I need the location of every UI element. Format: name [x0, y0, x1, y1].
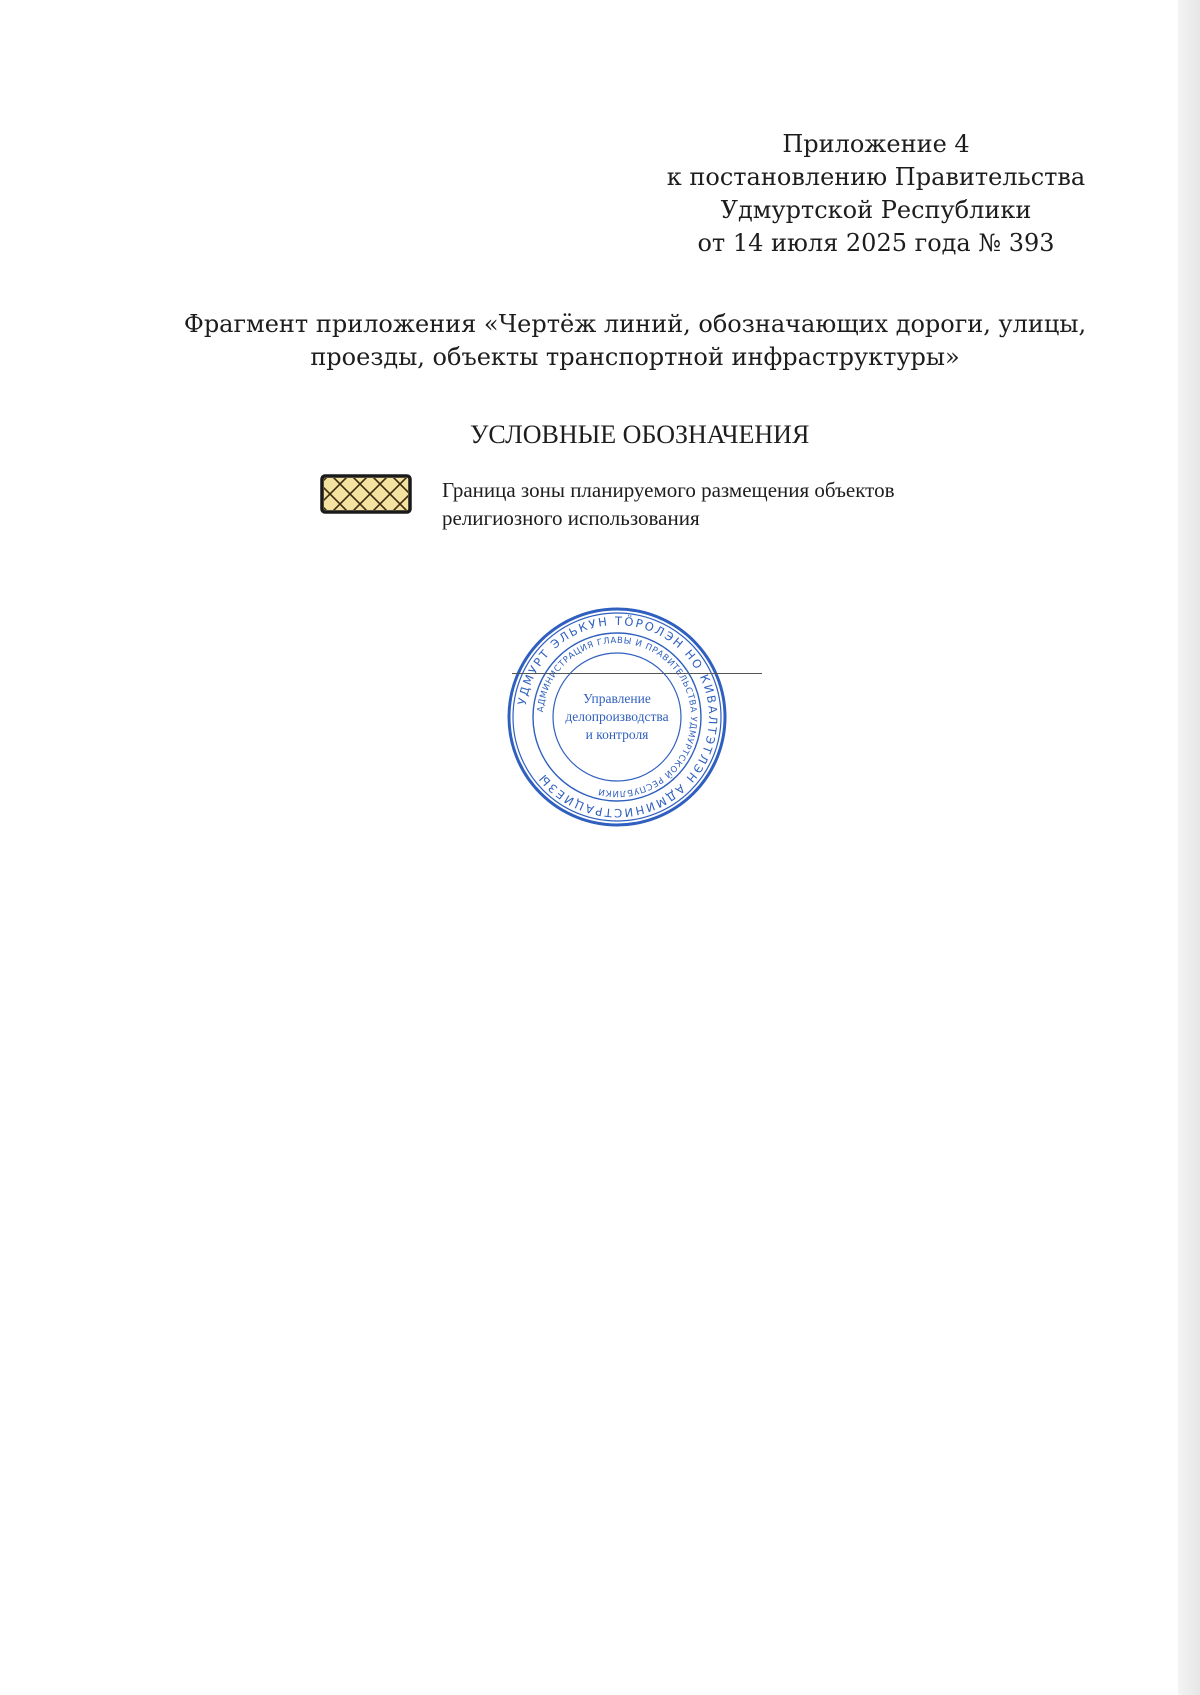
svg-text:УДМУРТ ЭЛЬКУН ТӦРОЛЭН НО КИВАЛ: УДМУРТ ЭЛЬКУН ТӦРОЛЭН НО КИВАЛТЭТЛЭН АДМИНИСТРАЦИЕЗЫ — [514, 613, 721, 821]
signature-line — [512, 673, 762, 674]
appendix-authority: Удмуртской Республики — [720, 196, 1032, 224]
appendix-number: Приложение 4 — [782, 130, 970, 158]
legend-item-label-line-1: Граница зоны планируемого размещения объектов — [442, 478, 895, 502]
appendix-reference: к постановлению Правительства — [666, 163, 1086, 191]
svg-text:и контроля: и контроля — [585, 727, 649, 742]
svg-text:делопроизводства: делопроизводства — [565, 709, 669, 724]
scan-edge — [1178, 0, 1200, 1695]
legend-item-label-line-2: религиозного использования — [442, 506, 700, 530]
legend-heading: УСЛОВНЫЕ ОБОЗНАЧЕНИЯ — [470, 420, 810, 449]
svg-text:АДМИНИСТРАЦИЯ ГЛАВЫ И ПРАВИТЕЛ: АДМИНИСТРАЦИЯ ГЛАВЫ И ПРАВИТЕЛЬСТВА УДМУРТСКОЙ РЕСПУБЛИКИ — [536, 635, 699, 799]
legend-item-label — [442, 476, 1002, 532]
document-title-line-2: проезды, объекты транспортной инфраструктуры» — [310, 343, 960, 371]
official-seal-stamp — [505, 605, 729, 829]
document-title — [170, 308, 1100, 374]
document-title-line-1: Фрагмент приложения «Чертёж линий, обозначающих дороги, улицы, — [183, 310, 1087, 338]
appendix-header — [636, 128, 1116, 260]
legend-item — [320, 474, 1020, 534]
appendix-date: от 14 июля 2025 года № 393 — [697, 229, 1055, 257]
hatched-zone-swatch-icon — [320, 474, 412, 514]
svg-text:Управление: Управление — [583, 691, 651, 706]
